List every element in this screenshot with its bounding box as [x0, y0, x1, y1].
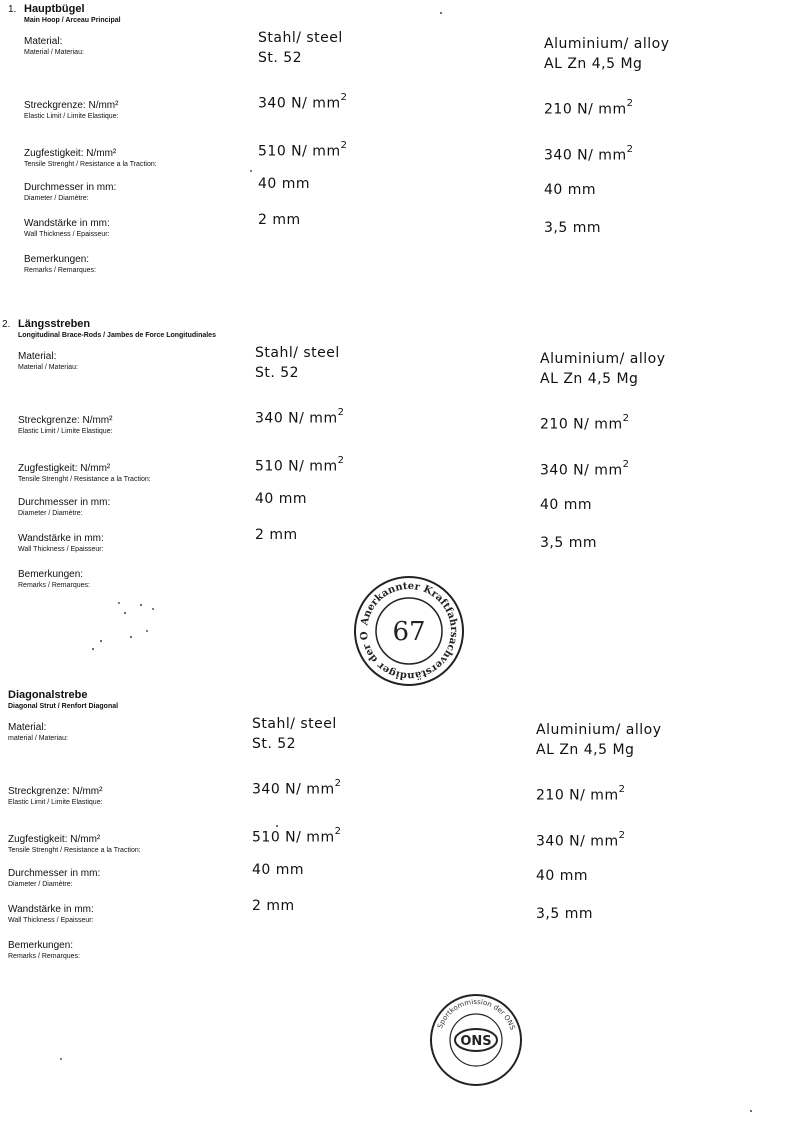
field-label: Wandstärke in mm:	[18, 533, 104, 544]
field-sublabel: Remarks / Remarques:	[8, 953, 80, 960]
steel-value-text: 2 mm	[255, 527, 298, 543]
steel-value-text: Stahl/ steel	[252, 716, 337, 732]
field-sublabel: Wall Thickness / Epaisseur:	[8, 917, 94, 924]
section-title: Diagonalstrebe	[8, 689, 88, 701]
alloy-value-text: Aluminium/ alloy	[536, 722, 662, 738]
alloy-value	[544, 182, 596, 198]
scan-speck	[250, 170, 252, 172]
field-sublabel: Wall Thickness / Epaisseur:	[18, 546, 104, 553]
section-subtitle: Longitudinal Brace-Rods / Jambes de Force Longitudinales	[18, 332, 216, 339]
alloy-value-text: 3,5 mm	[544, 220, 601, 236]
scan-speck	[440, 12, 442, 14]
steel-value-text: 340 N/ mm	[258, 95, 341, 112]
steel-value-text: Stahl/ steel	[255, 345, 340, 361]
field-label: Bemerkungen:	[24, 254, 90, 265]
field-sublabel: Tensile Strenght / Resistance a la Traction:	[18, 476, 151, 483]
alloy-value	[540, 535, 597, 551]
section-title: Längsstreben	[18, 318, 91, 330]
steel-grade: St. 52	[255, 365, 300, 381]
steel-value	[252, 716, 337, 732]
alloy-value-exponent: 2	[622, 413, 630, 424]
ons-ring-text: Sportkommission der ONS	[436, 997, 517, 1032]
steel-value	[255, 457, 344, 475]
ons-logo-text: ONS	[460, 1034, 492, 1049]
steel-value-text: 340 N/ mm	[255, 410, 338, 427]
alloy-value-text: 40 mm	[536, 868, 589, 884]
alloy-value-text: Aluminium/ alloy	[540, 351, 666, 367]
alloy-value	[536, 722, 662, 738]
field-label: Streckgrenze: N/mm²	[24, 100, 119, 111]
alloy-value	[544, 220, 601, 236]
field-sublabel: Diameter / Diamètre:	[8, 881, 73, 888]
steel-value	[258, 142, 347, 160]
alloy-value-exponent: 2	[626, 144, 634, 155]
alloy-value-text: 210 N/ mm	[536, 787, 619, 804]
alloy-value-exponent: 2	[618, 830, 626, 841]
section-number: 2.	[2, 319, 11, 330]
steel-value	[255, 527, 298, 543]
field-sublabel: Tensile Strenght / Resistance a la Traction:	[8, 847, 141, 854]
alloy-grade: AL Zn 4,5 Mg	[536, 742, 635, 758]
alloy-value-exponent: 2	[626, 98, 634, 109]
steel-value	[252, 780, 341, 798]
alloy-value	[540, 351, 666, 367]
field-sublabel: Remarks / Remarques:	[24, 267, 96, 274]
field-label: Zugfestigkeit: N/mm²	[24, 148, 117, 159]
alloy-value-text: 210 N/ mm	[544, 101, 627, 118]
steel-value-text: 510 N/ mm	[252, 829, 335, 846]
field-sublabel: Diameter / Diamètre:	[18, 510, 83, 517]
alloy-value	[544, 146, 633, 164]
field-sublabel: Elastic Limit / Limite Elastique:	[24, 113, 119, 120]
svg-text:Sportkommission der ONS	[436, 998, 517, 1032]
field-label: Zugfestigkeit: N/mm²	[18, 463, 111, 474]
alloy-value	[544, 100, 633, 118]
alloy-value-text: 210 N/ mm	[540, 416, 623, 433]
steel-grade: St. 52	[252, 736, 297, 752]
alloy-value-text: 3,5 mm	[536, 906, 593, 922]
steel-value-exponent: 2	[337, 455, 345, 466]
alloy-value-exponent: 2	[618, 784, 626, 795]
field-sublabel: Elastic Limit / Limite Elastique:	[18, 428, 113, 435]
steel-value	[258, 30, 343, 46]
field-label: Material:	[24, 36, 63, 47]
alloy-value-text: 340 N/ mm	[536, 833, 619, 850]
alloy-value-text: 340 N/ mm	[544, 147, 627, 164]
steel-value	[258, 176, 310, 192]
alloy-grade: AL Zn 4,5 Mg	[540, 371, 639, 387]
field-label: Material:	[18, 351, 57, 362]
steel-value-exponent: 2	[337, 407, 345, 418]
inspector-stamp	[352, 574, 466, 688]
field-label: Streckgrenze: N/mm²	[18, 415, 113, 426]
steel-grade: St. 52	[258, 50, 303, 66]
field-label: Wandstärke in mm:	[24, 218, 110, 229]
field-sublabel: Material / Materiau:	[24, 49, 84, 56]
field-label: Bemerkungen:	[8, 940, 74, 951]
section-1	[0, 0, 800, 340]
section-title: Hauptbügel	[24, 3, 85, 15]
field-label: Material:	[8, 722, 47, 733]
steel-value-text: 510 N/ mm	[258, 143, 341, 160]
scan-speck	[92, 648, 94, 650]
alloy-value	[536, 906, 593, 922]
steel-value	[252, 828, 341, 846]
field-sublabel: Material / Materiau:	[18, 364, 78, 371]
field-sublabel: Tensile Strenght / Resistance a la Traction:	[24, 161, 157, 168]
field-label: Durchmesser in mm:	[24, 182, 117, 193]
steel-value-text: 510 N/ mm	[255, 458, 338, 475]
steel-value-exponent: 2	[340, 92, 348, 103]
field-label: Zugfestigkeit: N/mm²	[8, 834, 101, 845]
alloy-value-text: 340 N/ mm	[540, 462, 623, 479]
alloy-value-text: Aluminium/ alloy	[544, 36, 670, 52]
steel-value	[252, 898, 295, 914]
section-3	[0, 686, 800, 1026]
field-sublabel: Remarks / Remarques:	[18, 582, 90, 589]
steel-value-exponent: 2	[340, 140, 348, 151]
steel-value-text: 340 N/ mm	[252, 781, 335, 798]
alloy-value-text: 3,5 mm	[540, 535, 597, 551]
steel-value-exponent: 2	[334, 778, 342, 789]
section-subtitle: Diagonal Strut / Renfort Diagonal	[8, 703, 119, 710]
alloy-value	[540, 461, 629, 479]
steel-value-text: Stahl/ steel	[258, 30, 343, 46]
scan-speck	[100, 640, 102, 642]
scan-speck	[750, 1110, 752, 1112]
alloy-value	[536, 868, 588, 884]
steel-value	[255, 409, 344, 427]
field-sublabel: Wall Thickness / Epaisseur:	[24, 231, 110, 238]
steel-value-text: 2 mm	[252, 898, 295, 914]
stamp-ring-text: Anerkannter Kraftfahrsachverständiger der O	[358, 580, 460, 682]
field-label: Streckgrenze: N/mm²	[8, 786, 103, 797]
steel-value-exponent: 2	[334, 826, 342, 837]
scan-speck	[152, 608, 154, 610]
field-label: Durchmesser in mm:	[18, 497, 111, 508]
scan-speck	[60, 1058, 62, 1060]
alloy-value	[536, 832, 625, 850]
field-label: Durchmesser in mm:	[8, 868, 101, 879]
alloy-grade: AL Zn 4,5 Mg	[544, 56, 643, 72]
scan-speck	[118, 602, 120, 604]
stamp-number: 67	[392, 617, 426, 647]
ons-stamp	[428, 992, 524, 1088]
alloy-value	[540, 497, 592, 513]
section-subtitle: Main Hoop / Arceau Principal	[24, 17, 121, 24]
field-sublabel: Diameter / Diamètre:	[24, 195, 89, 202]
scan-speck	[276, 825, 278, 827]
field-sublabel: material / Materiau:	[8, 735, 68, 742]
alloy-value	[544, 36, 670, 52]
section-number: 1.	[8, 4, 17, 15]
alloy-value-text: 40 mm	[544, 182, 597, 198]
steel-value	[258, 212, 301, 228]
steel-value-text: 40 mm	[252, 862, 305, 878]
steel-value-text: 40 mm	[258, 176, 311, 192]
field-sublabel: Elastic Limit / Limite Elastique:	[8, 799, 103, 806]
steel-value-text: 2 mm	[258, 212, 301, 228]
scan-speck	[146, 630, 148, 632]
steel-value-text: 40 mm	[255, 491, 308, 507]
scan-speck	[140, 604, 142, 606]
steel-value	[255, 491, 307, 507]
alloy-value	[536, 786, 625, 804]
steel-value	[255, 345, 340, 361]
alloy-value-text: 40 mm	[540, 497, 593, 513]
alloy-value	[540, 415, 629, 433]
scan-speck	[124, 612, 126, 614]
field-label: Wandstärke in mm:	[8, 904, 94, 915]
alloy-value-exponent: 2	[622, 459, 630, 470]
steel-value	[252, 862, 304, 878]
steel-value	[258, 94, 347, 112]
field-label: Bemerkungen:	[18, 569, 84, 580]
scan-speck	[130, 636, 132, 638]
